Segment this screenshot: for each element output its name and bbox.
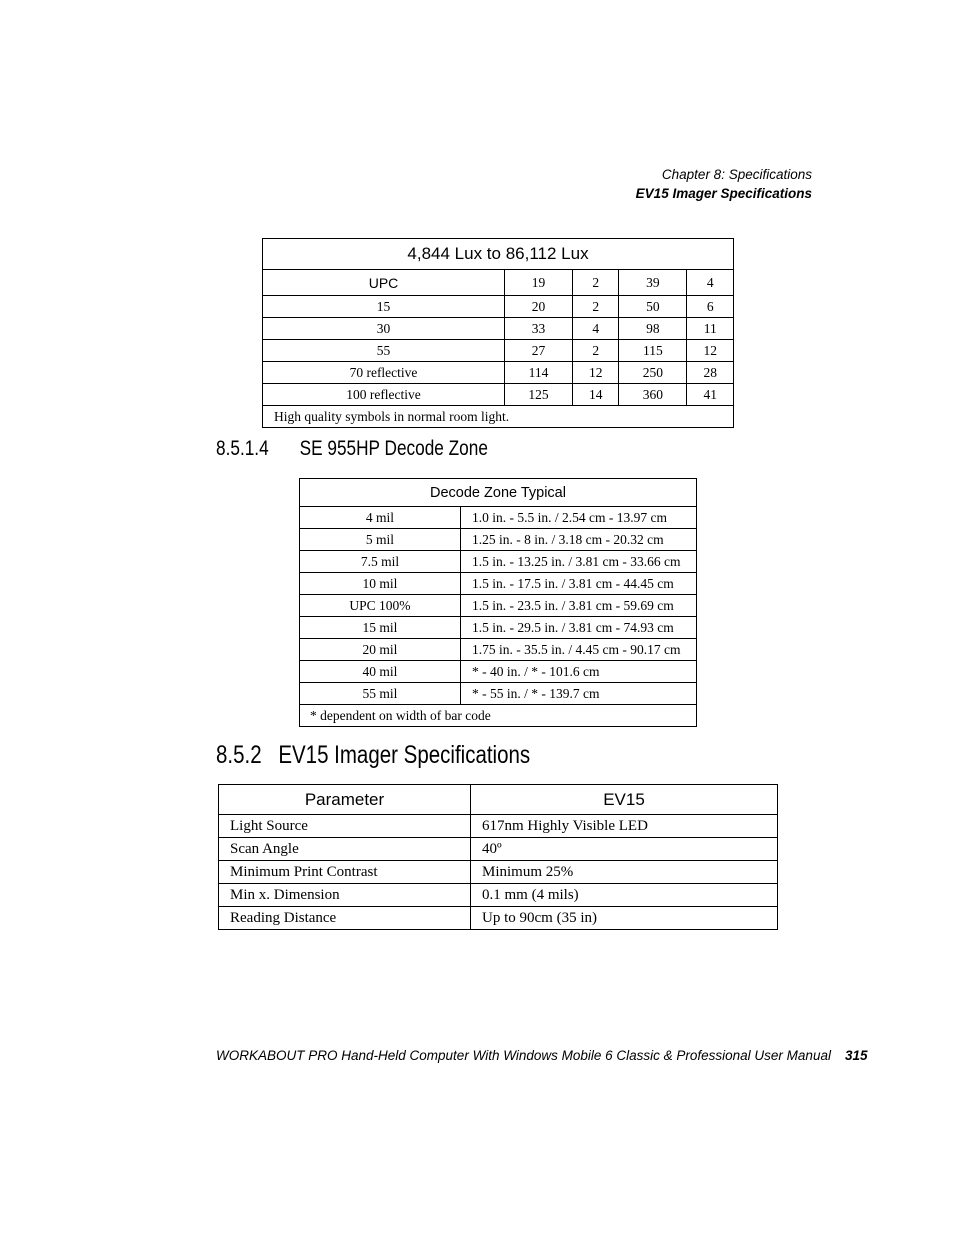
table-cell: 55 [263,340,505,362]
table-row [300,551,697,573]
table-cell: 70 reflective [263,362,505,384]
table-cell: 1.5 in. - 29.5 in. / 3.81 cm - 74.93 cm [461,617,697,639]
table-cell: 19 [505,270,573,296]
table-cell: 1.25 in. - 8 in. / 3.18 cm - 20.32 cm [461,529,697,551]
table-cell: 114 [505,362,573,384]
running-header-section: EV15 Imager Specifications [635,186,812,201]
table-row [263,318,734,340]
table-cell: 40º [471,838,778,861]
table-row [300,573,697,595]
table-cell: 100 reflective [263,384,505,406]
table-cell: 15 mil [300,617,461,639]
table-cell: 33 [505,318,573,340]
table-cell: Minimum Print Contrast [219,861,471,884]
table-cell: * - 55 in. / * - 139.7 cm [461,683,697,705]
table-cell: UPC [263,270,505,296]
footer-title: WORKABOUT PRO Hand-Held Computer With Windows Mobile 6 Classic & Professional User Manual [216,1048,831,1063]
table-cell: 55 mil [300,683,461,705]
lux-table [262,238,734,428]
table-cell: 1.5 in. - 13.25 in. / 3.81 cm - 33.66 cm [461,551,697,573]
table-cell: UPC 100% [300,595,461,617]
table-row [300,507,697,529]
table-note-row [263,406,734,428]
table-cell: 2 [573,340,619,362]
table-cell: 617nm Highly Visible LED [471,815,778,838]
table-row [300,683,697,705]
ev15-header-parameter: Parameter [219,785,471,815]
table-row [263,296,734,318]
table-cell: 20 mil [300,639,461,661]
table-cell: 0.1 mm (4 mils) [471,884,778,907]
table-cell: Scan Angle [219,838,471,861]
table-cell: Up to 90cm (35 in) [471,907,778,930]
table-cell: 41 [687,384,734,406]
table-cell: 2 [573,270,619,296]
table-cell: 2 [573,296,619,318]
table-row [300,595,697,617]
table-cell: 12 [687,340,734,362]
table-cell: 7.5 mil [300,551,461,573]
page-number: 315 [844,1048,868,1063]
table-cell: 11 [687,318,734,340]
table-cell: Light Source [219,815,471,838]
table-cell: 4 [687,270,734,296]
table-row [300,617,697,639]
table-cell: 250 [619,362,687,384]
section-title: SE 955HP Decode Zone [299,437,488,460]
table-row [300,529,697,551]
section-title: EV15 Imager Specifications [278,741,531,769]
table-row [219,861,778,884]
section-heading-decode-zone [216,437,488,461]
table-cell: 12 [573,362,619,384]
table-row [219,815,778,838]
table-cell: 1.75 in. - 35.5 in. / 4.45 cm - 90.17 cm [461,639,697,661]
running-header-chapter: Chapter 8: Specifications [661,167,812,182]
table-cell: 1.5 in. - 17.5 in. / 3.81 cm - 44.45 cm [461,573,697,595]
ev15-spec-table [218,784,778,930]
table-cell: Reading Distance [219,907,471,930]
table-cell: * - 40 in. / * - 101.6 cm [461,661,697,683]
table-cell: 125 [505,384,573,406]
table-row [300,661,697,683]
table-cell: 6 [687,296,734,318]
ev15-header-ev15: EV15 [471,785,778,815]
table-row [300,639,697,661]
table-row [219,907,778,930]
table-row [263,340,734,362]
section-number: 8.5.1.4 [216,437,269,460]
table-cell: Min x. Dimension [219,884,471,907]
table-cell: 115 [619,340,687,362]
table-cell: 40 mil [300,661,461,683]
table-row [263,384,734,406]
table-cell: 14 [573,384,619,406]
table-cell: 20 [505,296,573,318]
table-cell: 360 [619,384,687,406]
table-note: High quality symbols in normal room light. [263,406,734,428]
table-cell: Minimum 25% [471,861,778,884]
table-cell: 4 [573,318,619,340]
table-note: * dependent on width of bar code [300,705,697,727]
table-cell: 98 [619,318,687,340]
table-cell: 5 mil [300,529,461,551]
table-cell: 28 [687,362,734,384]
decode-zone-table [299,478,697,727]
table-row [263,362,734,384]
table-cell: 27 [505,340,573,362]
lux-table-title: 4,844 Lux to 86,112 Lux [263,239,734,270]
table-row [219,838,778,861]
section-number: 8.5.2 [216,741,262,769]
table-cell: 10 mil [300,573,461,595]
table-cell: 39 [619,270,687,296]
table-note-row [300,705,697,727]
table-row [263,270,734,296]
table-cell: 30 [263,318,505,340]
table-cell: 50 [619,296,687,318]
page-footer [216,1048,868,1063]
table-cell: 1.5 in. - 23.5 in. / 3.81 cm - 59.69 cm [461,595,697,617]
table-cell: 4 mil [300,507,461,529]
table-cell: 15 [263,296,505,318]
table-row [219,884,778,907]
table-cell: 1.0 in. - 5.5 in. / 2.54 cm - 13.97 cm [461,507,697,529]
section-heading-ev15 [216,741,530,770]
decode-zone-table-title: Decode Zone Typical [300,479,697,507]
